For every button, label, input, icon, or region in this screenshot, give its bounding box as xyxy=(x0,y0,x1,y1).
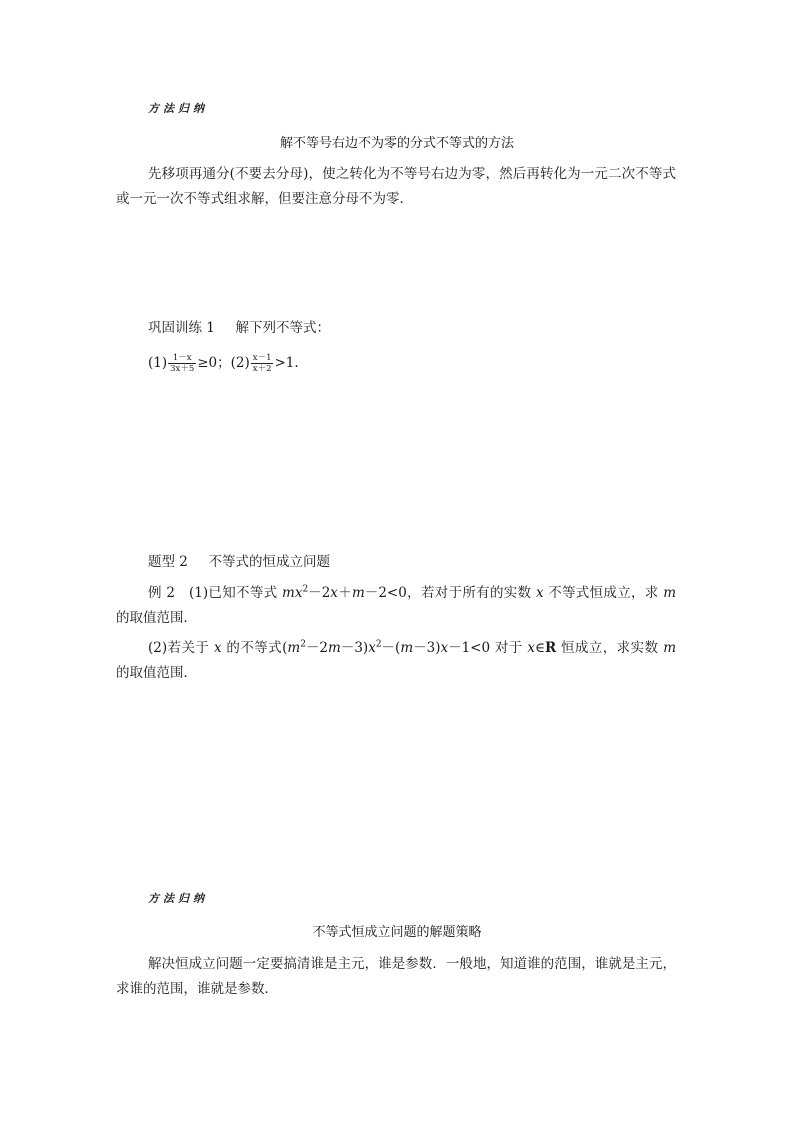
text-run: ∈ xyxy=(535,640,546,656)
example-label: 例 2 xyxy=(148,585,175,601)
text-run: (1)已知不等式 xyxy=(189,585,283,601)
real-numbers-symbol: R xyxy=(545,640,557,656)
text-run: －3) xyxy=(413,640,441,656)
text-run: 的取值范围． xyxy=(116,665,197,681)
math-var: m xyxy=(400,640,414,656)
exercise-heading xyxy=(148,316,330,336)
problem-2-prefix: (2) xyxy=(230,355,250,371)
text-run: －2 xyxy=(308,585,331,601)
text-run: －( xyxy=(381,640,401,656)
problem-1-prefix: (1) xyxy=(148,355,168,371)
topic-heading xyxy=(148,550,330,570)
problem-1-fraction xyxy=(168,353,196,374)
problem-2-denominator: x＋2 xyxy=(252,364,272,374)
exercise-problems xyxy=(148,351,299,374)
math-var: m xyxy=(328,640,341,656)
text-run: (2)若关于 xyxy=(148,640,215,656)
text-run: －1<0 对于 xyxy=(448,640,528,656)
problem-2-suffix: >1. xyxy=(274,355,299,371)
topic-title: 不等式的恒成立问题 xyxy=(208,554,330,570)
math-var: m xyxy=(663,640,676,656)
problem-1-suffix: ≥0； xyxy=(197,355,231,371)
problem-1-denominator: 3x＋5 xyxy=(170,364,195,374)
exponent: 2 xyxy=(300,639,306,650)
exercise-prompt: 解下列不等式： xyxy=(235,320,330,336)
method-body-2: 解决恒成立问题一定要搞清谁是主元，谁是参数．一般地，知道谁的范围，谁就是主元，求谁的范围，谁就是参数． xyxy=(116,956,676,997)
method-summary-tag-2: 方法归纳 xyxy=(148,892,208,905)
math-var: x xyxy=(368,640,376,656)
problem-2-fraction xyxy=(251,353,274,374)
method-title: 解不等号右边不为零的分式不等式的方法 xyxy=(279,136,514,151)
math-var: m xyxy=(663,585,677,601)
exponent: 2 xyxy=(302,584,309,595)
method-body: 先移项再通分(不要去分母)，使之转化为不等号右边为零，然后再转化为一元二次不等式或一元一次不等式组求解，但要注意分母不为零． xyxy=(116,166,676,207)
math-var: m xyxy=(287,640,301,656)
exercise-label: 巩固训练 1 xyxy=(148,320,215,336)
text-run: －2<0，若对于所有的实数 xyxy=(364,585,536,601)
math-var: x xyxy=(535,585,544,601)
math-var: x xyxy=(527,640,536,656)
text-run: －2 xyxy=(305,640,329,656)
problem-1-numerator: 1－x xyxy=(172,353,192,363)
example-2-part-2 xyxy=(116,636,676,686)
text-run: 的取值范围． xyxy=(116,610,197,626)
example-2-part-1 xyxy=(116,581,676,631)
topic-label: 题型 2 xyxy=(148,554,188,570)
method-summary-tag: 方法归纳 xyxy=(148,102,208,115)
math-var: m xyxy=(352,585,365,601)
text-run: －3) xyxy=(340,640,369,656)
math-var: x xyxy=(214,640,222,656)
exponent: 2 xyxy=(375,639,382,650)
problem-2-numerator: x－1 xyxy=(252,353,272,363)
method-title-2: 不等式恒成立问题的解题策略 xyxy=(312,925,482,940)
text-run: 不等式恒成立，求 xyxy=(543,585,664,601)
text-run: 的不等式( xyxy=(221,640,288,656)
text-run: 恒成立，求实数 xyxy=(556,640,664,656)
math-var: mx xyxy=(282,585,303,601)
math-var: x xyxy=(440,640,449,656)
text-run: ＋ xyxy=(337,585,353,601)
math-var: x xyxy=(330,585,338,601)
